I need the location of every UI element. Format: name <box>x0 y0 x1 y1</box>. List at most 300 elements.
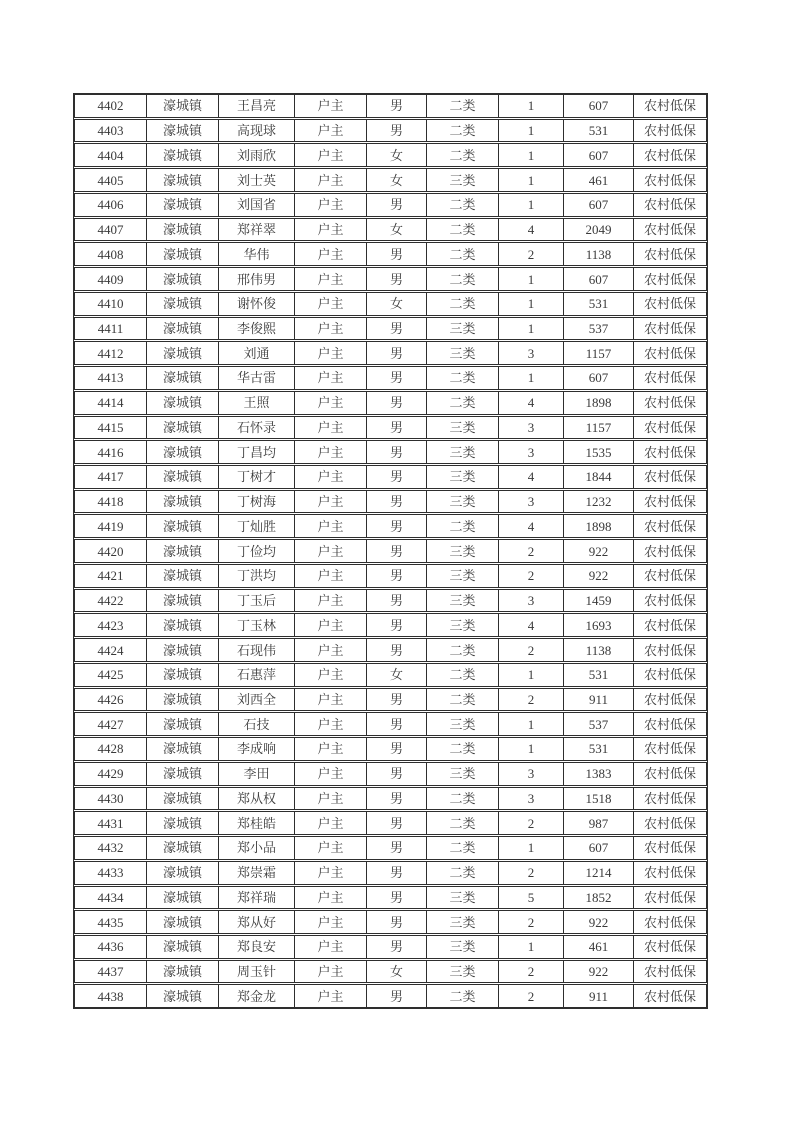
cell-relation: 户主 <box>295 887 367 909</box>
table-row <box>74 811 707 835</box>
cell-town: 濠城镇 <box>147 367 219 389</box>
cell-welfare-type: 农村低保 <box>643 964 696 980</box>
cell-town: 濠城镇 <box>147 887 219 909</box>
cell-name: 刘国省 <box>219 194 295 216</box>
cell-town: 濠城镇 <box>147 713 219 735</box>
cell-amount: 1138 <box>564 243 634 265</box>
cell-town: 濠城镇 <box>147 788 219 810</box>
cell-amount: 537 <box>564 318 634 340</box>
cell-welfare-type: 农村低保 <box>643 716 696 732</box>
cell-welfare-type: 农村低保 <box>643 172 696 188</box>
table-row <box>74 737 707 761</box>
cell-welfare-type: 农村低保 <box>643 840 696 856</box>
cell-id: 4414 <box>75 392 147 414</box>
cell-town: 濠城镇 <box>147 491 219 513</box>
cell-welfare-type: 农村低保 <box>643 222 696 238</box>
cell-name: 华古雷 <box>219 367 295 389</box>
cell-gender: 女 <box>367 664 427 686</box>
cell-name: 郑祥瑞 <box>219 887 295 909</box>
table-row <box>74 391 707 415</box>
cell-welfare-type: 农村低保 <box>643 815 696 831</box>
cell-id: 4407 <box>75 219 147 241</box>
cell-relation: 户主 <box>295 144 367 166</box>
table-row <box>74 168 707 192</box>
cell-id: 4410 <box>75 293 147 315</box>
table-row <box>74 242 707 266</box>
cell-welfare-type: 农村低保 <box>643 444 696 460</box>
cell-gender: 男 <box>367 738 427 760</box>
cell-id: 4425 <box>75 664 147 686</box>
cell-count: 1 <box>499 120 564 142</box>
cell-gender: 男 <box>367 367 427 389</box>
cell-amount: 531 <box>564 738 634 760</box>
cell-relation: 户主 <box>295 392 367 414</box>
cell-town: 濠城镇 <box>147 862 219 884</box>
cell-gender: 女 <box>367 293 427 315</box>
cell-id: 4418 <box>75 491 147 513</box>
cell-id: 4402 <box>75 95 147 117</box>
cell-town: 濠城镇 <box>147 837 219 859</box>
cell-welfare-type: 农村低保 <box>643 568 696 584</box>
cell-relation: 户主 <box>295 664 367 686</box>
cell-id: 4415 <box>75 417 147 439</box>
cell-id: 4438 <box>75 985 147 1007</box>
cell-id: 4413 <box>75 367 147 389</box>
cell-id: 4419 <box>75 515 147 537</box>
cell-name: 丁昌均 <box>219 441 295 463</box>
cell-relation: 户主 <box>295 95 367 117</box>
cell-gender: 男 <box>367 268 427 290</box>
cell-id: 4433 <box>75 862 147 884</box>
cell-welfare-type: 农村低保 <box>643 865 696 881</box>
cell-welfare-type: 农村低保 <box>643 147 696 163</box>
cell-gender: 女 <box>367 961 427 983</box>
table-row <box>74 861 707 885</box>
cell-count: 1 <box>499 268 564 290</box>
cell-name: 王照 <box>219 392 295 414</box>
cell-category: 二类 <box>427 862 499 884</box>
welfare-roster-table <box>73 93 708 1009</box>
cell-town: 濠城镇 <box>147 268 219 290</box>
cell-relation: 户主 <box>295 219 367 241</box>
cell-name: 华伟 <box>219 243 295 265</box>
cell-amount: 1535 <box>564 441 634 463</box>
cell-name: 刘通 <box>219 342 295 364</box>
cell-relation: 户主 <box>295 812 367 834</box>
cell-name: 石技 <box>219 713 295 735</box>
cell-count: 2 <box>499 985 564 1007</box>
table-row <box>74 317 707 341</box>
cell-town: 濠城镇 <box>147 342 219 364</box>
cell-count: 2 <box>499 862 564 884</box>
table-row <box>74 935 707 959</box>
cell-count: 3 <box>499 590 564 612</box>
cell-id: 4431 <box>75 812 147 834</box>
cell-id: 4411 <box>75 318 147 340</box>
cell-category: 三类 <box>427 887 499 909</box>
cell-category: 二类 <box>427 120 499 142</box>
cell-category: 二类 <box>427 812 499 834</box>
cell-name: 李成响 <box>219 738 295 760</box>
cell-amount: 607 <box>564 268 634 290</box>
cell-category: 三类 <box>427 491 499 513</box>
cell-amount: 607 <box>564 367 634 389</box>
cell-gender: 女 <box>367 169 427 191</box>
cell-gender: 男 <box>367 194 427 216</box>
cell-relation: 户主 <box>295 120 367 142</box>
table-row <box>74 836 707 860</box>
cell-welfare-type: 农村低保 <box>643 593 696 609</box>
cell-count: 1 <box>499 936 564 958</box>
cell-id: 4432 <box>75 837 147 859</box>
cell-name: 石现伟 <box>219 639 295 661</box>
cell-welfare-type: 农村低保 <box>643 766 696 782</box>
cell-category: 三类 <box>427 342 499 364</box>
cell-name: 石惠萍 <box>219 664 295 686</box>
cell-category: 三类 <box>427 169 499 191</box>
cell-amount: 461 <box>564 936 634 958</box>
cell-count: 1 <box>499 664 564 686</box>
cell-name: 郑小品 <box>219 837 295 859</box>
table-row <box>74 564 707 588</box>
cell-count: 1 <box>499 713 564 735</box>
cell-amount: 1383 <box>564 763 634 785</box>
cell-amount: 911 <box>564 689 634 711</box>
cell-name: 石怀录 <box>219 417 295 439</box>
cell-town: 濠城镇 <box>147 144 219 166</box>
cell-name: 郑金龙 <box>219 985 295 1007</box>
cell-gender: 男 <box>367 565 427 587</box>
cell-welfare-type: 农村低保 <box>643 741 696 757</box>
cell-count: 1 <box>499 318 564 340</box>
table-row <box>74 613 707 637</box>
cell-id: 4435 <box>75 911 147 933</box>
cell-amount: 1459 <box>564 590 634 612</box>
cell-town: 濠城镇 <box>147 961 219 983</box>
cell-name: 刘西全 <box>219 689 295 711</box>
table-row <box>74 143 707 167</box>
cell-name: 李俊熙 <box>219 318 295 340</box>
cell-category: 二类 <box>427 243 499 265</box>
cell-name: 郑从权 <box>219 788 295 810</box>
table-row <box>74 465 707 489</box>
cell-town: 濠城镇 <box>147 120 219 142</box>
cell-count: 2 <box>499 911 564 933</box>
cell-id: 4429 <box>75 763 147 785</box>
cell-name: 郑从好 <box>219 911 295 933</box>
cell-id: 4412 <box>75 342 147 364</box>
cell-town: 濠城镇 <box>147 515 219 537</box>
cell-count: 1 <box>499 738 564 760</box>
cell-town: 濠城镇 <box>147 936 219 958</box>
cell-town: 濠城镇 <box>147 565 219 587</box>
cell-amount: 1157 <box>564 417 634 439</box>
cell-gender: 男 <box>367 812 427 834</box>
cell-amount: 922 <box>564 565 634 587</box>
table-row <box>74 440 707 464</box>
cell-id: 4430 <box>75 788 147 810</box>
cell-category: 二类 <box>427 837 499 859</box>
cell-count: 1 <box>499 837 564 859</box>
cell-gender: 男 <box>367 392 427 414</box>
cell-gender: 男 <box>367 763 427 785</box>
cell-amount: 1693 <box>564 614 634 636</box>
cell-welfare-type: 农村低保 <box>643 271 696 287</box>
cell-name: 李田 <box>219 763 295 785</box>
cell-name: 丁灿胜 <box>219 515 295 537</box>
cell-count: 3 <box>499 417 564 439</box>
table-row <box>74 663 707 687</box>
table-row <box>74 94 707 118</box>
cell-id: 4436 <box>75 936 147 958</box>
cell-relation: 户主 <box>295 614 367 636</box>
cell-gender: 男 <box>367 985 427 1007</box>
cell-welfare-type: 农村低保 <box>643 518 696 534</box>
cell-town: 濠城镇 <box>147 318 219 340</box>
table-row <box>74 193 707 217</box>
cell-count: 3 <box>499 441 564 463</box>
cell-gender: 男 <box>367 590 427 612</box>
table-row <box>74 712 707 736</box>
cell-relation: 户主 <box>295 862 367 884</box>
cell-town: 濠城镇 <box>147 466 219 488</box>
cell-id: 4424 <box>75 639 147 661</box>
cell-name: 谢怀俊 <box>219 293 295 315</box>
cell-welfare-type: 农村低保 <box>643 197 696 213</box>
cell-welfare-type: 农村低保 <box>643 939 696 955</box>
cell-gender: 男 <box>367 466 427 488</box>
cell-count: 1 <box>499 367 564 389</box>
cell-gender: 男 <box>367 639 427 661</box>
cell-welfare-type: 农村低保 <box>643 494 696 510</box>
cell-amount: 922 <box>564 961 634 983</box>
cell-id: 4423 <box>75 614 147 636</box>
cell-name: 郑崇霜 <box>219 862 295 884</box>
cell-welfare-type: 农村低保 <box>643 988 696 1004</box>
cell-gender: 女 <box>367 219 427 241</box>
cell-category: 二类 <box>427 985 499 1007</box>
cell-gender: 男 <box>367 788 427 810</box>
cell-relation: 户主 <box>295 169 367 191</box>
cell-gender: 男 <box>367 243 427 265</box>
cell-name: 高现球 <box>219 120 295 142</box>
cell-relation: 户主 <box>295 985 367 1007</box>
cell-town: 濠城镇 <box>147 590 219 612</box>
table-row <box>74 688 707 712</box>
cell-category: 三类 <box>427 565 499 587</box>
cell-category: 二类 <box>427 515 499 537</box>
cell-category: 三类 <box>427 713 499 735</box>
table-row <box>74 490 707 514</box>
cell-name: 郑桂皓 <box>219 812 295 834</box>
cell-count: 1 <box>499 194 564 216</box>
cell-gender: 男 <box>367 515 427 537</box>
table-row <box>74 787 707 811</box>
cell-category: 三类 <box>427 911 499 933</box>
cell-name: 丁洪均 <box>219 565 295 587</box>
cell-id: 4437 <box>75 961 147 983</box>
cell-town: 濠城镇 <box>147 738 219 760</box>
cell-town: 濠城镇 <box>147 763 219 785</box>
cell-amount: 607 <box>564 95 634 117</box>
cell-category: 二类 <box>427 219 499 241</box>
cell-gender: 男 <box>367 441 427 463</box>
cell-relation: 户主 <box>295 639 367 661</box>
cell-gender: 男 <box>367 911 427 933</box>
cell-amount: 1157 <box>564 342 634 364</box>
cell-id: 4426 <box>75 689 147 711</box>
cell-category: 三类 <box>427 318 499 340</box>
cell-name: 邢伟男 <box>219 268 295 290</box>
cell-relation: 户主 <box>295 268 367 290</box>
cell-count: 2 <box>499 812 564 834</box>
cell-welfare-type: 农村低保 <box>643 642 696 658</box>
cell-count: 5 <box>499 887 564 909</box>
cell-count: 4 <box>499 466 564 488</box>
cell-amount: 531 <box>564 293 634 315</box>
cell-welfare-type: 农村低保 <box>643 246 696 262</box>
table-row <box>74 762 707 786</box>
cell-town: 濠城镇 <box>147 169 219 191</box>
cell-category: 三类 <box>427 936 499 958</box>
cell-count: 3 <box>499 763 564 785</box>
cell-category: 三类 <box>427 540 499 562</box>
cell-id: 4421 <box>75 565 147 587</box>
cell-town: 濠城镇 <box>147 540 219 562</box>
cell-amount: 1844 <box>564 466 634 488</box>
cell-town: 濠城镇 <box>147 911 219 933</box>
cell-id: 4405 <box>75 169 147 191</box>
cell-town: 濠城镇 <box>147 689 219 711</box>
cell-relation: 户主 <box>295 293 367 315</box>
cell-relation: 户主 <box>295 961 367 983</box>
cell-relation: 户主 <box>295 367 367 389</box>
cell-relation: 户主 <box>295 540 367 562</box>
cell-gender: 女 <box>367 144 427 166</box>
cell-id: 4434 <box>75 887 147 909</box>
cell-category: 三类 <box>427 466 499 488</box>
cell-relation: 户主 <box>295 911 367 933</box>
cell-count: 2 <box>499 243 564 265</box>
cell-amount: 1232 <box>564 491 634 513</box>
cell-id: 4404 <box>75 144 147 166</box>
cell-town: 濠城镇 <box>147 293 219 315</box>
cell-count: 1 <box>499 169 564 191</box>
cell-town: 濠城镇 <box>147 664 219 686</box>
cell-id: 4422 <box>75 590 147 612</box>
cell-name: 郑祥翠 <box>219 219 295 241</box>
cell-welfare-type: 农村低保 <box>643 790 696 806</box>
cell-count: 3 <box>499 342 564 364</box>
table-row <box>74 984 707 1008</box>
cell-amount: 2049 <box>564 219 634 241</box>
cell-town: 濠城镇 <box>147 812 219 834</box>
cell-id: 4428 <box>75 738 147 760</box>
cell-relation: 户主 <box>295 590 367 612</box>
cell-gender: 男 <box>367 95 427 117</box>
cell-count: 1 <box>499 144 564 166</box>
cell-amount: 1898 <box>564 392 634 414</box>
cell-relation: 户主 <box>295 689 367 711</box>
cell-welfare-type: 农村低保 <box>643 320 696 336</box>
cell-relation: 户主 <box>295 466 367 488</box>
cell-category: 二类 <box>427 788 499 810</box>
cell-count: 1 <box>499 293 564 315</box>
cell-welfare-type: 农村低保 <box>643 395 696 411</box>
cell-id: 4408 <box>75 243 147 265</box>
cell-count: 4 <box>499 614 564 636</box>
cell-category: 二类 <box>427 367 499 389</box>
cell-category: 二类 <box>427 144 499 166</box>
cell-count: 2 <box>499 961 564 983</box>
cell-amount: 1852 <box>564 887 634 909</box>
cell-amount: 1898 <box>564 515 634 537</box>
cell-id: 4420 <box>75 540 147 562</box>
cell-welfare-type: 农村低保 <box>643 543 696 559</box>
cell-amount: 1214 <box>564 862 634 884</box>
cell-amount: 987 <box>564 812 634 834</box>
cell-relation: 户主 <box>295 243 367 265</box>
cell-name: 刘士英 <box>219 169 295 191</box>
cell-town: 濠城镇 <box>147 243 219 265</box>
cell-count: 2 <box>499 565 564 587</box>
cell-amount: 461 <box>564 169 634 191</box>
table-row <box>74 366 707 390</box>
cell-welfare-type: 农村低保 <box>643 469 696 485</box>
cell-welfare-type: 农村低保 <box>643 296 696 312</box>
cell-count: 3 <box>499 491 564 513</box>
cell-relation: 户主 <box>295 936 367 958</box>
cell-relation: 户主 <box>295 713 367 735</box>
cell-count: 2 <box>499 639 564 661</box>
cell-town: 濠城镇 <box>147 639 219 661</box>
cell-count: 3 <box>499 788 564 810</box>
cell-town: 濠城镇 <box>147 194 219 216</box>
cell-relation: 户主 <box>295 565 367 587</box>
cell-id: 4403 <box>75 120 147 142</box>
cell-amount: 537 <box>564 713 634 735</box>
cell-amount: 922 <box>564 911 634 933</box>
cell-town: 濠城镇 <box>147 95 219 117</box>
table-row <box>74 218 707 242</box>
cell-gender: 男 <box>367 837 427 859</box>
cell-category: 三类 <box>427 590 499 612</box>
cell-gender: 男 <box>367 689 427 711</box>
table-row <box>74 910 707 934</box>
cell-town: 濠城镇 <box>147 417 219 439</box>
cell-amount: 531 <box>564 664 634 686</box>
cell-gender: 男 <box>367 862 427 884</box>
cell-amount: 911 <box>564 985 634 1007</box>
cell-amount: 531 <box>564 120 634 142</box>
cell-welfare-type: 农村低保 <box>643 345 696 361</box>
cell-relation: 户主 <box>295 837 367 859</box>
cell-gender: 男 <box>367 417 427 439</box>
cell-id: 4416 <box>75 441 147 463</box>
table-row <box>74 589 707 613</box>
cell-count: 1 <box>499 95 564 117</box>
cell-gender: 男 <box>367 936 427 958</box>
cell-id: 4406 <box>75 194 147 216</box>
cell-name: 周玉针 <box>219 961 295 983</box>
cell-relation: 户主 <box>295 342 367 364</box>
cell-welfare-type: 农村低保 <box>643 419 696 435</box>
cell-name: 郑良安 <box>219 936 295 958</box>
cell-amount: 922 <box>564 540 634 562</box>
cell-count: 4 <box>499 219 564 241</box>
cell-count: 2 <box>499 540 564 562</box>
table-row <box>74 119 707 143</box>
